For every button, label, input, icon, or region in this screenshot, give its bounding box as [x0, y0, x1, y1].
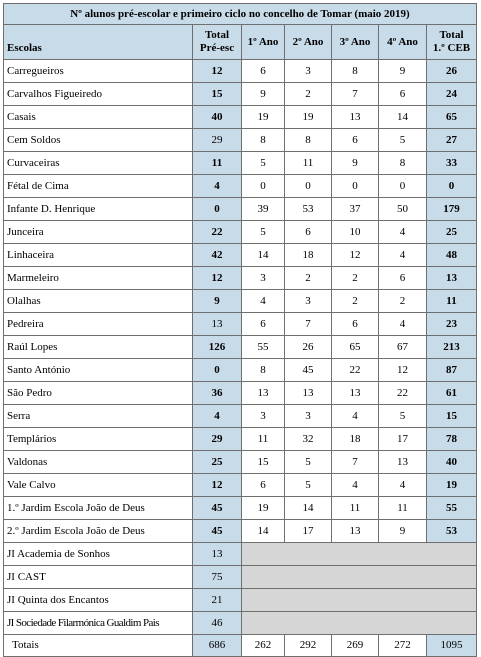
total-pre-esc: 42 [193, 244, 242, 267]
header-ceb-line1: Total [439, 29, 464, 41]
ano-1: 14 [242, 244, 285, 267]
total-pre-esc: 45 [193, 520, 242, 543]
ano-1: 11 [242, 428, 285, 451]
students-table-container [3, 3, 476, 657]
ano-2: 5 [285, 474, 332, 497]
school-name: Fétal de Cima [4, 175, 193, 198]
ano-3: 13 [332, 106, 379, 129]
table-row [4, 359, 477, 382]
total-pre-esc: 21 [193, 589, 242, 612]
table-row-ji [4, 589, 477, 612]
total-ceb: 48 [427, 244, 477, 267]
ano-1: 8 [242, 129, 285, 152]
totals-ceb: 1095 [427, 635, 477, 657]
ano-3: 13 [332, 520, 379, 543]
ano-2: 53 [285, 198, 332, 221]
table-row [4, 336, 477, 359]
total-ceb: 65 [427, 106, 477, 129]
ano-1: 19 [242, 497, 285, 520]
total-pre-esc: 12 [193, 267, 242, 290]
total-ceb: 26 [427, 60, 477, 83]
total-pre-esc: 13 [193, 313, 242, 336]
ano-4: 9 [379, 520, 427, 543]
ano-4: 4 [379, 244, 427, 267]
total-ceb: 61 [427, 382, 477, 405]
table-row-ji [4, 566, 477, 589]
total-pre-esc: 13 [193, 543, 242, 566]
header-pre-line1: Total [204, 29, 230, 41]
total-ceb: 23 [427, 313, 477, 336]
table-row [4, 405, 477, 428]
total-pre-esc: 12 [193, 474, 242, 497]
total-ceb: 40 [427, 451, 477, 474]
ano-1: 8 [242, 359, 285, 382]
ano-1: 4 [242, 290, 285, 313]
total-pre-esc: 12 [193, 60, 242, 83]
table-row [4, 474, 477, 497]
header-4-ano: 4º Ano [379, 25, 427, 60]
ano-3: 0 [332, 175, 379, 198]
ano-2: 7 [285, 313, 332, 336]
ano-3: 22 [332, 359, 379, 382]
header-2-ano: 2º Ano [285, 25, 332, 60]
ano-2: 19 [285, 106, 332, 129]
table-body [4, 60, 477, 657]
ano-3: 8 [332, 60, 379, 83]
totals-row [4, 635, 477, 657]
table-row [4, 428, 477, 451]
ano-2: 11 [285, 152, 332, 175]
school-name: 1.º Jardim Escola João de Deus [4, 497, 193, 520]
header-ceb-line2: 1.º CEB [432, 42, 471, 54]
ano-3: 2 [332, 290, 379, 313]
ano-4: 50 [379, 198, 427, 221]
ano-4: 0 [379, 175, 427, 198]
empty-grey-cell [242, 566, 477, 589]
school-name: Raúl Lopes [4, 336, 193, 359]
school-name: Marmeleiro [4, 267, 193, 290]
ano-1: 5 [242, 152, 285, 175]
empty-grey-cell [242, 543, 477, 566]
header-escolas: Escolas [4, 25, 193, 60]
school-name: Junceira [4, 221, 193, 244]
totals-pre-esc: 686 [193, 635, 242, 657]
table-row [4, 313, 477, 336]
table-row [4, 451, 477, 474]
ano-4: 13 [379, 451, 427, 474]
ano-4: 4 [379, 221, 427, 244]
school-name: Santo António [4, 359, 193, 382]
total-pre-esc: 4 [193, 405, 242, 428]
ano-2: 3 [285, 405, 332, 428]
ano-2: 14 [285, 497, 332, 520]
ano-3: 4 [332, 405, 379, 428]
table-row [4, 244, 477, 267]
table-row [4, 520, 477, 543]
header-1-ano: 1º Ano [242, 25, 285, 60]
ano-2: 32 [285, 428, 332, 451]
total-pre-esc: 40 [193, 106, 242, 129]
table-row [4, 129, 477, 152]
ano-2: 0 [285, 175, 332, 198]
total-pre-esc: 15 [193, 83, 242, 106]
totals-ano-4: 272 [379, 635, 427, 657]
ano-3: 7 [332, 451, 379, 474]
ano-1: 19 [242, 106, 285, 129]
ano-2: 13 [285, 382, 332, 405]
ano-4: 17 [379, 428, 427, 451]
total-ceb: 87 [427, 359, 477, 382]
empty-grey-cell [242, 612, 477, 635]
total-ceb: 24 [427, 83, 477, 106]
school-name: Templários [4, 428, 193, 451]
ano-4: 22 [379, 382, 427, 405]
ano-2: 18 [285, 244, 332, 267]
ano-1: 0 [242, 175, 285, 198]
header-pre-line2: Pré-esc [199, 42, 235, 54]
ano-1: 6 [242, 474, 285, 497]
table-row [4, 175, 477, 198]
total-ceb: 11 [427, 290, 477, 313]
ano-1: 6 [242, 313, 285, 336]
total-ceb: 78 [427, 428, 477, 451]
ano-3: 65 [332, 336, 379, 359]
ano-4: 5 [379, 129, 427, 152]
ano-2: 5 [285, 451, 332, 474]
table-row [4, 221, 477, 244]
ano-1: 9 [242, 83, 285, 106]
table-row [4, 60, 477, 83]
total-ceb: 25 [427, 221, 477, 244]
total-ceb: 27 [427, 129, 477, 152]
total-ceb: 13 [427, 267, 477, 290]
table-row [4, 106, 477, 129]
school-name: Cem Soldos [4, 129, 193, 152]
total-pre-esc: 36 [193, 382, 242, 405]
ano-3: 10 [332, 221, 379, 244]
ano-4: 9 [379, 60, 427, 83]
school-name: Carvalhos Figueiredo [4, 83, 193, 106]
ano-3: 6 [332, 129, 379, 152]
students-table [3, 3, 477, 657]
ano-3: 11 [332, 497, 379, 520]
total-ceb: 55 [427, 497, 477, 520]
ano-3: 37 [332, 198, 379, 221]
ano-2: 45 [285, 359, 332, 382]
table-row [4, 382, 477, 405]
table-title: Nº alunos pré-escolar e primeiro ciclo no concelho de Tomar (maio 2019) [4, 4, 477, 25]
ano-4: 14 [379, 106, 427, 129]
school-name: JI Academia de Sonhos [4, 543, 193, 566]
school-name: São Pedro [4, 382, 193, 405]
total-ceb: 15 [427, 405, 477, 428]
ano-1: 6 [242, 60, 285, 83]
totals-ano-1: 262 [242, 635, 285, 657]
total-ceb: 179 [427, 198, 477, 221]
ano-2: 6 [285, 221, 332, 244]
totals-ano-3: 269 [332, 635, 379, 657]
table-row [4, 497, 477, 520]
school-name: JI Sociedade Filarmónica Gualdim Pais [4, 612, 193, 635]
table-row [4, 198, 477, 221]
ano-4: 67 [379, 336, 427, 359]
total-pre-esc: 46 [193, 612, 242, 635]
total-pre-esc: 22 [193, 221, 242, 244]
total-pre-esc: 29 [193, 428, 242, 451]
total-ceb: 53 [427, 520, 477, 543]
ano-4: 4 [379, 474, 427, 497]
ano-4: 2 [379, 290, 427, 313]
empty-grey-cell [242, 589, 477, 612]
table-row [4, 267, 477, 290]
ano-3: 7 [332, 83, 379, 106]
school-name: Valdonas [4, 451, 193, 474]
ano-1: 13 [242, 382, 285, 405]
ano-1: 14 [242, 520, 285, 543]
ano-3: 6 [332, 313, 379, 336]
ano-3: 4 [332, 474, 379, 497]
header-3-ano: 3º Ano [332, 25, 379, 60]
total-pre-esc: 11 [193, 152, 242, 175]
totals-label: Totais [4, 635, 193, 657]
school-name: Casais [4, 106, 193, 129]
ano-4: 6 [379, 83, 427, 106]
ano-2: 3 [285, 60, 332, 83]
ano-4: 5 [379, 405, 427, 428]
total-pre-esc: 75 [193, 566, 242, 589]
table-row-ji [4, 612, 477, 635]
ano-3: 18 [332, 428, 379, 451]
total-ceb: 33 [427, 152, 477, 175]
table-row [4, 290, 477, 313]
header-total-ceb [427, 25, 477, 60]
table-row [4, 83, 477, 106]
school-name: 2.º Jardim Escola João de Deus [4, 520, 193, 543]
ano-1: 3 [242, 267, 285, 290]
total-pre-esc: 4 [193, 175, 242, 198]
ano-1: 39 [242, 198, 285, 221]
ano-3: 2 [332, 267, 379, 290]
ano-2: 2 [285, 267, 332, 290]
ano-2: 17 [285, 520, 332, 543]
total-pre-esc: 29 [193, 129, 242, 152]
total-ceb: 0 [427, 175, 477, 198]
ano-3: 9 [332, 152, 379, 175]
total-pre-esc: 45 [193, 497, 242, 520]
table-row [4, 152, 477, 175]
total-pre-esc: 0 [193, 198, 242, 221]
school-name: JI Quinta dos Encantos [4, 589, 193, 612]
school-name: JI CAST [4, 566, 193, 589]
ano-4: 11 [379, 497, 427, 520]
school-name: Olalhas [4, 290, 193, 313]
total-pre-esc: 0 [193, 359, 242, 382]
school-name: Pedreira [4, 313, 193, 336]
school-name: Carregueiros [4, 60, 193, 83]
school-name: Linhaceira [4, 244, 193, 267]
ano-1: 15 [242, 451, 285, 474]
ano-4: 12 [379, 359, 427, 382]
total-pre-esc: 126 [193, 336, 242, 359]
ano-2: 26 [285, 336, 332, 359]
table-row-ji [4, 543, 477, 566]
school-name: Vale Calvo [4, 474, 193, 497]
header-row [4, 25, 477, 60]
ano-1: 55 [242, 336, 285, 359]
totals-ano-2: 292 [285, 635, 332, 657]
school-name: Curvaceiras [4, 152, 193, 175]
total-pre-esc: 25 [193, 451, 242, 474]
total-ceb: 213 [427, 336, 477, 359]
ano-4: 4 [379, 313, 427, 336]
table-title-row [4, 4, 477, 25]
ano-4: 8 [379, 152, 427, 175]
total-ceb: 19 [427, 474, 477, 497]
ano-2: 2 [285, 83, 332, 106]
total-pre-esc: 9 [193, 290, 242, 313]
school-name: Serra [4, 405, 193, 428]
ano-1: 5 [242, 221, 285, 244]
ano-3: 13 [332, 382, 379, 405]
header-total-pre-esc [193, 25, 242, 60]
ano-2: 3 [285, 290, 332, 313]
ano-4: 6 [379, 267, 427, 290]
school-name: Infante D. Henrique [4, 198, 193, 221]
ano-2: 8 [285, 129, 332, 152]
ano-1: 3 [242, 405, 285, 428]
ano-3: 12 [332, 244, 379, 267]
